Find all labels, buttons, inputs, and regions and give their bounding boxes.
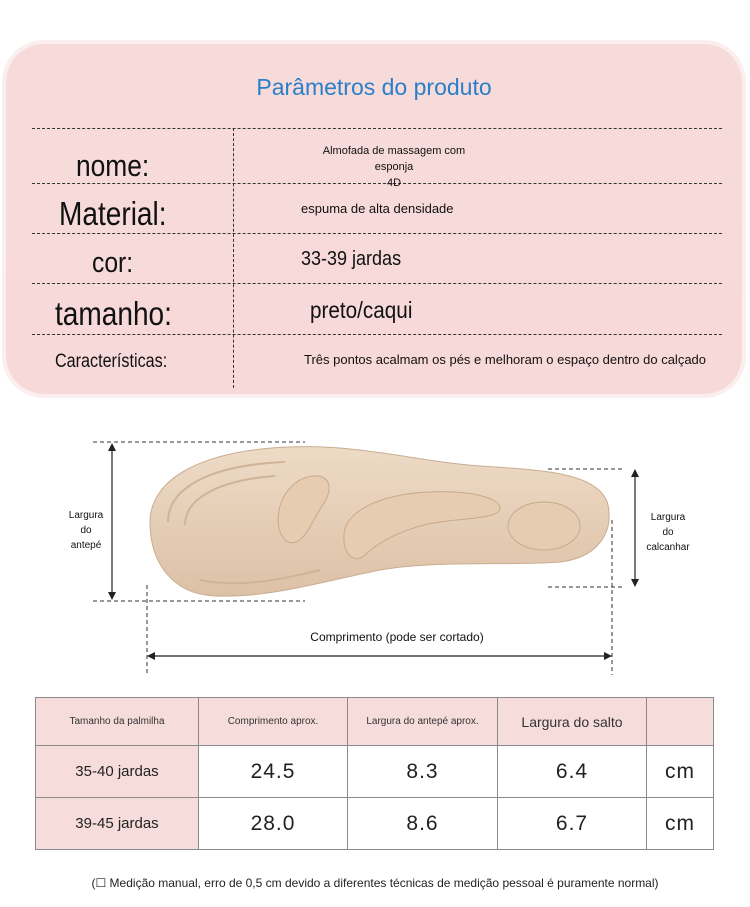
color-value: 33-39 jardas (301, 248, 402, 270)
row-length: 24.5 (199, 746, 348, 798)
table-row (36, 798, 714, 850)
table-header-row (36, 698, 714, 746)
heel-width-label (642, 510, 694, 555)
table-row (36, 746, 714, 798)
name-label: nome: (76, 148, 150, 183)
row-heel: 6.7 (498, 798, 647, 850)
name-value-line: 4D (386, 177, 402, 189)
heel-width-label-line: calcanhar (646, 542, 690, 553)
header-length: Comprimento aprox. (199, 698, 348, 746)
divider (32, 128, 722, 129)
insole-dimension-diagram (0, 410, 750, 680)
header-heel-width: Largura do salto (498, 698, 647, 746)
name-value (304, 143, 484, 191)
row-length: 28.0 (199, 798, 348, 850)
size-label: tamanho: (55, 295, 172, 332)
divider (32, 283, 722, 284)
features-value: Três pontos acalmam os pés e melhoram o espaço dentro do calçado (304, 352, 707, 367)
row-unit: cm (647, 746, 714, 798)
size-table (35, 697, 714, 850)
header-forefoot-width: Largura do antepé aprox. (348, 698, 498, 746)
row-unit: cm (647, 798, 714, 850)
heel-width-label-line: do (662, 527, 674, 538)
row-size: 35-40 jardas (36, 746, 199, 798)
length-label: Comprimento (pode ser cortado) (310, 630, 484, 644)
header-unit (647, 698, 714, 746)
name-value-line: Almofada de massagem com esponja (322, 145, 466, 173)
column-divider (233, 128, 234, 388)
divider (32, 233, 722, 234)
row-forefoot: 8.6 (348, 798, 498, 850)
forefoot-width-label-line: antepé (70, 540, 102, 551)
size-value: preto/caqui (310, 297, 413, 323)
product-parameters-card (6, 44, 742, 394)
heel-width-label-line: Largura (650, 512, 686, 523)
row-heel: 6.4 (498, 746, 647, 798)
row-size: 39-45 jardas (36, 798, 199, 850)
forefoot-width-label (62, 508, 110, 553)
color-label: cor: (92, 247, 134, 279)
row-forefoot: 8.3 (348, 746, 498, 798)
header-insole-size: Tamanho da palmilha (36, 698, 199, 746)
divider (32, 334, 722, 335)
forefoot-width-label-line: do (80, 525, 92, 536)
measurement-note: (☐ Medição manual, erro de 0,5 cm devido a diferentes técnicas de medição pessoal é puramente normal) (91, 876, 659, 890)
features-label: Características: (55, 351, 168, 372)
forefoot-width-label-line: Largura (68, 510, 104, 521)
material-value: espuma de alta densidade (301, 201, 454, 216)
material-label: Material: (59, 195, 167, 232)
parameters-title: Parâmetros do produto (256, 74, 492, 100)
